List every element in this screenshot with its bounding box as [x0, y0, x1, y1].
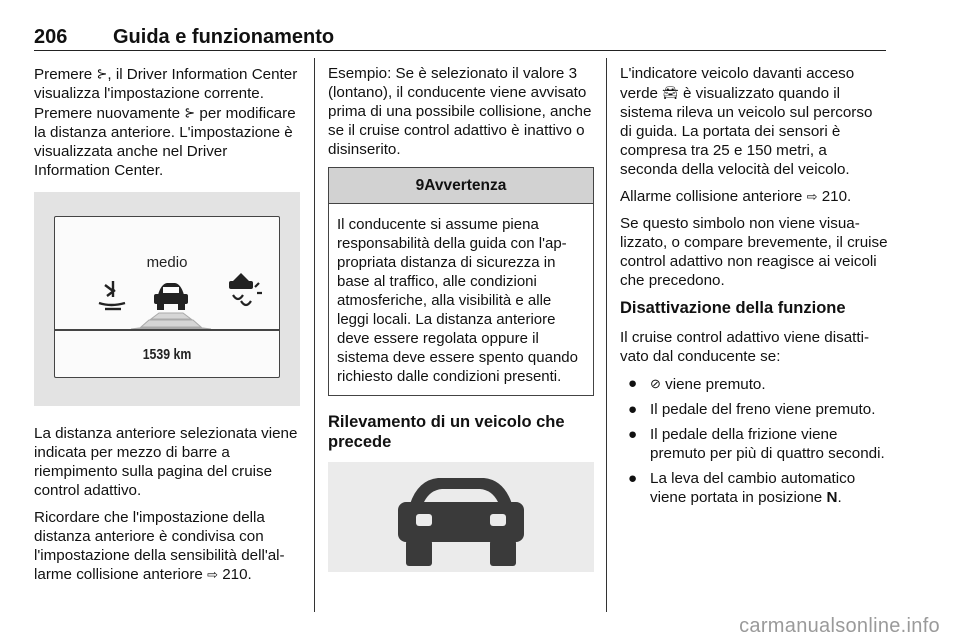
list-item: ● ⊘ viene premuto.	[628, 375, 766, 393]
paragraph: Allarme collisione anteriore ⇨ 210.	[620, 188, 852, 205]
page-reference[interactable]: 210.	[222, 566, 252, 583]
list-item: ● Il pedale del freno viene premuto.	[628, 401, 876, 418]
gap-setting-label: medio	[146, 254, 188, 271]
warning-title: Avvertenza	[424, 177, 507, 194]
list-item: ● Il pedale della frizione viene premuto per più di quattro secondi.	[628, 426, 885, 462]
distance-setting-icon: ⊱	[184, 105, 196, 120]
paragraph: Esempio: Se è selezionato il valore 3 (lontano), il conducente viene avvisato prima di una possibile collisione, anche se il cruise control adattivo è inattivo o disinserito.	[328, 65, 592, 158]
display-screen	[54, 216, 280, 378]
distance-bar-far	[151, 313, 191, 319]
vehicle-ahead-icon	[328, 462, 594, 572]
driver-info-display-figure	[34, 192, 300, 406]
page-number: 206	[34, 26, 68, 48]
distance-bar-mid	[141, 320, 201, 327]
display-divider	[55, 329, 279, 331]
vehicle-ahead-icon	[154, 283, 188, 310]
page-reference-icon: ⇨	[207, 567, 218, 582]
cruise-control-cancel-icon: ⊘	[650, 376, 661, 391]
warning-body: Il conducente si assume piena responsabilità della guida con l'ap- propriata distanza di sicurezza in base al traffico, alle condizioni atmosferiche, alla visibilità e alle leggi locali. La distanza anteriore deve essere regolata oppure il sistema deve essere spento quando richiesto dalle condizioni presenti.	[337, 216, 578, 385]
page-reference[interactable]: 210.	[821, 188, 852, 205]
condition-list	[620, 374, 888, 507]
warning-box	[328, 167, 594, 396]
paragraph: La distanza anteriore selezionata viene indicata per mezzo di barre a riempimento sulla pagina del cruise control adattivo.	[34, 425, 298, 499]
collision-alert-icon	[229, 273, 262, 305]
warning-header	[329, 168, 593, 204]
vehicle-ahead-figure	[328, 462, 594, 572]
page-title: Guida e funzionamento	[113, 26, 335, 48]
section-heading: Disattivazione della funzione	[620, 299, 846, 317]
page-reference-icon: ⇨	[806, 189, 818, 204]
watermark: carmanualsonline.info	[739, 615, 940, 637]
paragraph: Ricordare che l'impostazione della distanza anteriore è condivisa con l'impostazione della sensibilità dell'al- larme collisione anteriore ⇨ 210.	[34, 509, 285, 583]
column-divider	[314, 58, 315, 612]
odometer-reading: 1539 km	[142, 346, 192, 363]
column-3	[620, 64, 888, 513]
paragraph: L'indicatore veicolo davanti acceso verde 🚘︎ è visualizzato quando il sistema rileva un veicolo sul percorso di guida. La portata dei sensori è compresa tra 25 e 150 metri, a seconda della velocità del veicolo.	[620, 65, 873, 178]
paragraph: Premere ⊱, il Driver Information Center visualizza l'impostazione corrente. Premere nuovamente ⊱ per modificare la distanza anteriore. L'impostazione è visualizzata anche nel Driver Information Center.	[34, 66, 298, 179]
page-header	[34, 26, 886, 51]
list-item: ● La leva del cambio automatico viene portata in posizione N.	[628, 470, 856, 506]
column-2	[328, 64, 594, 572]
display-graphics	[55, 217, 279, 329]
following-distance-icon	[99, 281, 125, 309]
column-divider	[606, 58, 607, 612]
warning-triangle-icon: 9	[415, 177, 425, 194]
paragraph: Il cruise control adattivo viene disatti- vato dal conducente se:	[620, 329, 870, 365]
paragraph: Se questo simbolo non viene visua- lizzato, o compare brevemente, il cruise control adattivo non reagisce ai veicoli che precedono.	[620, 215, 888, 289]
section-heading: Rilevamento di un veicolo che precede	[328, 413, 565, 451]
vehicle-ahead-icon: 🚘︎	[662, 85, 679, 100]
distance-setting-icon: ⊱	[96, 66, 108, 81]
column-1	[34, 64, 300, 592]
